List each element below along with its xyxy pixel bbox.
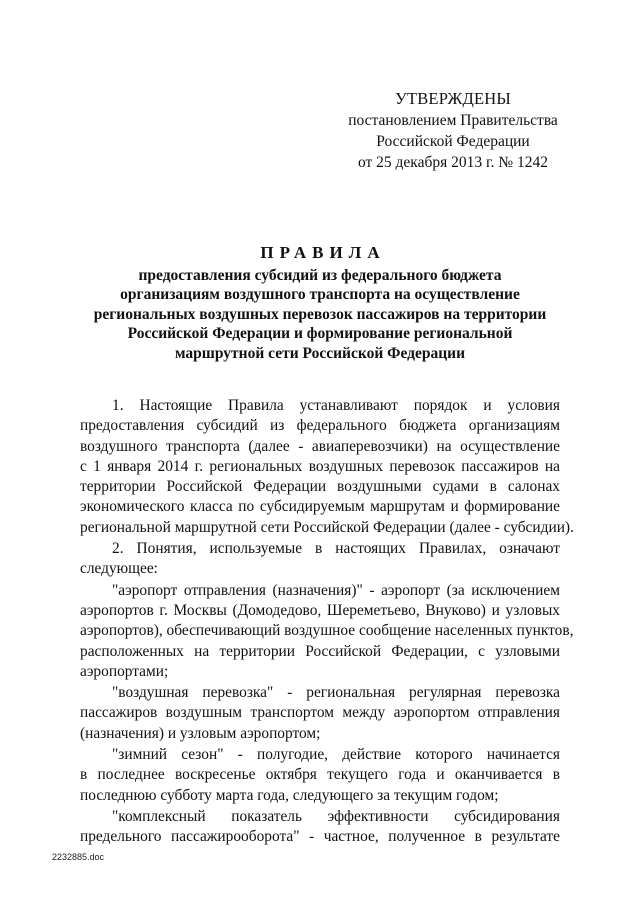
paragraph-line: аэропортов), обеспечивающий воздушное сообщение населенных пунктов, — [80, 622, 574, 640]
paragraph-line: "зимний сезон" - полугодие, действие которого начинается — [112, 746, 560, 764]
paragraph — [80, 396, 574, 538]
approval-line-1: постановлением Правительства — [348, 112, 558, 129]
paragraph-line: региональной маршрутной сети Российской Федерации (далее - субсидии). — [80, 518, 574, 536]
paragraph-line: воздушного транспорта (далее - авиаперевозчики) на осуществление — [80, 437, 560, 455]
paragraph-line: расположенных на территории Российской Федерации, с узловыми — [80, 642, 560, 660]
document-body — [80, 396, 574, 849]
subtitle-line: региональных воздушных перевозок пассажиров на территории — [93, 305, 547, 323]
paragraph-line: "комплексный показатель эффективности субсидирования — [112, 807, 560, 825]
approval-line-3: от 25 декабря 2013 г. № 1242 — [357, 154, 549, 171]
paragraph — [80, 683, 560, 744]
paragraph-line: территории Российской Федерации воздушными судами в салонах — [80, 478, 560, 496]
subtitle-line: предоставления субсидий из федерального бюджета — [138, 267, 502, 284]
paragraph-line: аэропортов г. Москвы (Домодедово, Шереметьево, Внуково) и узловых — [80, 601, 560, 619]
subtitle-line: организациям воздушного транспорта на осуществление — [120, 286, 520, 304]
paragraph-line: (назначения) и узловым аэропортом; — [80, 724, 321, 742]
approval-line-2: Российской Федерации — [376, 133, 530, 150]
paragraph-line: "воздушная перевозка" - региональная регулярная перевозка — [112, 684, 560, 702]
paragraph-line: аэропортами; — [80, 662, 169, 680]
subtitle-line: Российской Федерации и формирование региональной — [127, 325, 513, 343]
paragraph — [80, 807, 560, 848]
approval-heading: УТВЕРЖДЕНЫ — [395, 89, 511, 108]
paragraph — [80, 581, 574, 682]
paragraph-line: экономического класса по субсидируемым маршрутам и формирование — [80, 498, 560, 516]
paragraph-line: 1. Настоящие Правила устанавливают порядок и условия — [112, 397, 560, 414]
paragraph-line: 2. Понятия, используемые в настоящих Правилах, означают — [112, 540, 560, 558]
paragraph-line: следующее: — [80, 560, 158, 578]
document-subtitle — [80, 266, 560, 363]
paragraph-line: последнюю субботу марта года, следующего за текущим годом; — [80, 786, 499, 804]
paragraph — [80, 745, 560, 806]
document-title: ПРАВИЛА — [260, 243, 386, 262]
paragraph-line: в последнее воскресенье октября текущего года и оканчивается в — [80, 766, 560, 784]
paragraph-line: пассажиров воздушным транспортом между аэропортом отправления — [80, 704, 560, 722]
paragraph — [80, 539, 560, 580]
paragraph-line: "аэропорт отправления (назначения)" - аэропорт (за исключением — [112, 581, 560, 599]
file-name-footer: 2232885.doc — [52, 852, 105, 862]
paragraph-line: предельного пассажирооборота" - частное, полученное в результате — [80, 828, 560, 846]
paragraph-line: предоставления субсидий из федерального бюджета организациям — [80, 417, 560, 435]
paragraph-line: с 1 января 2014 г. региональных воздушных перевозок пассажиров на — [80, 457, 560, 475]
subtitle-line: маршрутной сети Российской Федерации — [174, 344, 466, 362]
approval-stamp — [338, 88, 568, 173]
